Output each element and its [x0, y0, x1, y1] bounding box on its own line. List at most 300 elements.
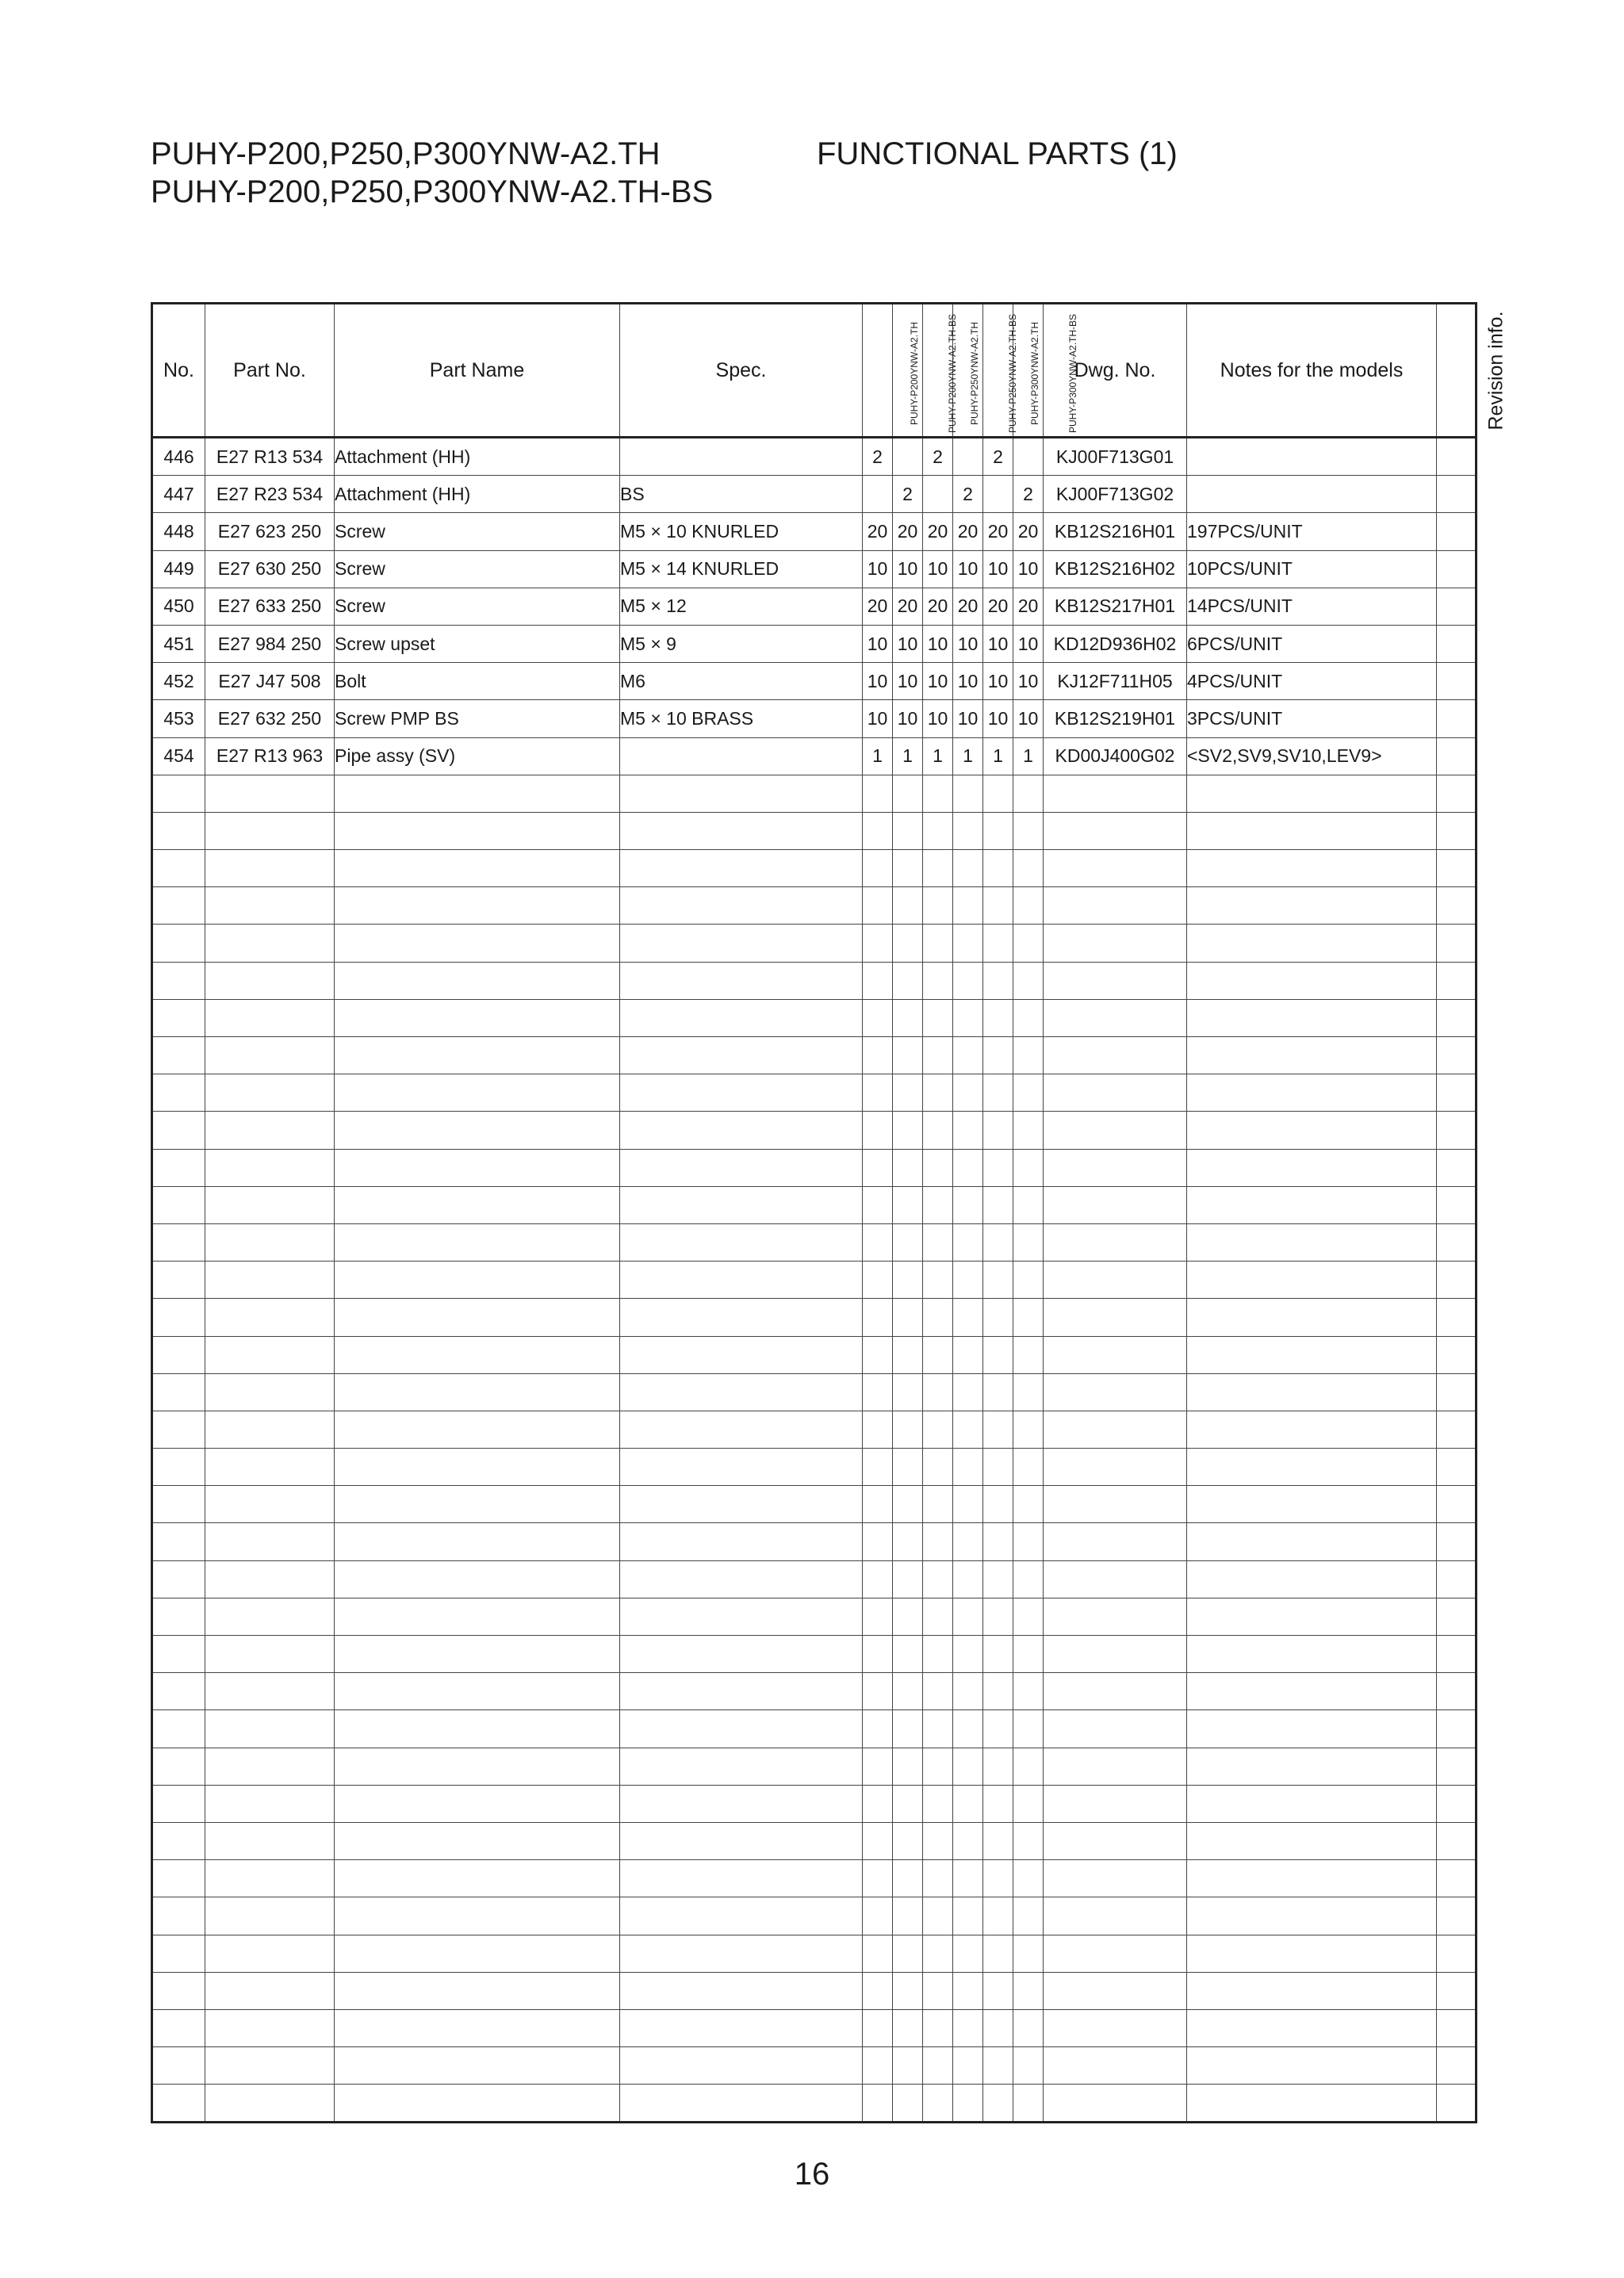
row-part-no	[205, 1074, 335, 1112]
row-part-no	[205, 1673, 335, 1710]
row-qty-model-4	[953, 1822, 983, 1859]
row-qty-model-2	[893, 2085, 923, 2123]
row-revision	[1437, 1373, 1477, 1411]
row-spec: BS	[620, 476, 863, 513]
row-spec	[620, 1486, 863, 1523]
row-notes	[1187, 1336, 1437, 1373]
row-notes	[1187, 1523, 1437, 1560]
row-qty-model-3	[923, 1449, 953, 1486]
row-notes: 6PCS/UNIT	[1187, 625, 1437, 662]
header-no: No.	[152, 304, 205, 438]
row-dwg-no: KB12S216H01	[1044, 513, 1187, 550]
row-qty-model-1	[863, 1560, 893, 1598]
row-qty-model-4	[953, 1186, 983, 1223]
table-row	[152, 476, 1477, 513]
row-qty-model-3	[923, 1935, 953, 1972]
empty-table-row	[152, 1636, 1477, 1673]
row-spec	[620, 1972, 863, 2009]
row-revision	[1437, 999, 1477, 1036]
empty-table-row	[152, 2085, 1477, 2123]
row-revision	[1437, 1560, 1477, 1598]
row-dwg-no: KB12S216H02	[1044, 550, 1187, 588]
row-qty-model-1	[863, 1785, 893, 1822]
row-qty-model-1	[863, 476, 893, 513]
row-qty-model-3	[923, 1785, 953, 1822]
row-qty-model-2	[893, 775, 923, 812]
row-qty-model-5: 10	[983, 625, 1013, 662]
row-dwg-no	[1044, 2009, 1187, 2046]
empty-table-row	[152, 1373, 1477, 1411]
row-notes	[1187, 1748, 1437, 1785]
row-revision	[1437, 1935, 1477, 1972]
row-no	[152, 1897, 205, 1935]
table-row	[152, 625, 1477, 662]
row-notes	[1187, 1785, 1437, 1822]
row-qty-model-3	[923, 476, 953, 513]
empty-table-row	[152, 812, 1477, 849]
header-part-no: Part No.	[205, 304, 335, 438]
row-notes	[1187, 999, 1437, 1036]
row-no	[152, 1710, 205, 1748]
row-no	[152, 1822, 205, 1859]
row-part-no	[205, 1186, 335, 1223]
row-qty-model-2	[893, 850, 923, 887]
model-title-line2: PUHY-P200,P250,P300YNW-A2.TH-BS	[151, 174, 714, 209]
row-qty-model-5	[983, 1336, 1013, 1373]
row-qty-model-6: 1	[1013, 737, 1044, 775]
row-qty-model-4	[953, 2047, 983, 2085]
row-qty-model-2	[893, 2009, 923, 2046]
row-no	[152, 1336, 205, 1373]
row-notes	[1187, 1186, 1437, 1223]
row-notes	[1187, 1411, 1437, 1448]
empty-table-row	[152, 1074, 1477, 1112]
row-part-name	[335, 1935, 620, 1972]
row-dwg-no: KB12S219H01	[1044, 700, 1187, 737]
row-revision	[1437, 1411, 1477, 1448]
row-qty-model-6	[1013, 1299, 1044, 1336]
row-qty-model-5	[983, 1636, 1013, 1673]
row-notes	[1187, 1935, 1437, 1972]
row-part-no	[205, 887, 335, 925]
row-spec	[620, 812, 863, 849]
row-revision	[1437, 2009, 1477, 2046]
row-spec	[620, 1223, 863, 1261]
row-part-name	[335, 1037, 620, 1074]
row-part-no	[205, 2009, 335, 2046]
row-qty-model-6	[1013, 1785, 1044, 1822]
row-qty-model-3	[923, 1486, 953, 1523]
row-qty-model-1	[863, 1112, 893, 1149]
empty-table-row	[152, 850, 1477, 887]
row-qty-model-5	[983, 1449, 1013, 1486]
row-notes	[1187, 962, 1437, 999]
row-spec	[620, 737, 863, 775]
row-part-name	[335, 1074, 620, 1112]
row-part-name	[335, 1262, 620, 1299]
row-part-no	[205, 1822, 335, 1859]
row-qty-model-3	[923, 850, 953, 887]
row-dwg-no	[1044, 1785, 1187, 1822]
row-spec	[620, 887, 863, 925]
row-qty-model-6	[1013, 1935, 1044, 1972]
row-part-no: E27 984 250	[205, 625, 335, 662]
row-qty-model-3	[923, 1149, 953, 1186]
row-spec	[620, 1336, 863, 1373]
row-notes	[1187, 1373, 1437, 1411]
row-qty-model-4: 1	[953, 737, 983, 775]
row-spec	[620, 1860, 863, 1897]
row-qty-model-4	[953, 775, 983, 812]
row-revision	[1437, 925, 1477, 962]
row-spec	[620, 775, 863, 812]
row-dwg-no: KJ00F713G02	[1044, 476, 1187, 513]
empty-table-row	[152, 1897, 1477, 1935]
row-notes	[1187, 1299, 1437, 1336]
row-qty-model-5	[983, 887, 1013, 925]
row-qty-model-3: 10	[923, 550, 953, 588]
row-part-no	[205, 812, 335, 849]
row-qty-model-2	[893, 1710, 923, 1748]
row-revision	[1437, 1262, 1477, 1299]
row-spec	[620, 1897, 863, 1935]
row-qty-model-2	[893, 1860, 923, 1897]
row-dwg-no	[1044, 1598, 1187, 1635]
row-qty-model-3	[923, 1972, 953, 2009]
row-qty-model-2	[893, 1673, 923, 1710]
row-part-name	[335, 1411, 620, 1448]
row-qty-model-5	[983, 999, 1013, 1036]
row-part-no	[205, 1636, 335, 1673]
row-qty-model-1	[863, 1299, 893, 1336]
row-dwg-no	[1044, 999, 1187, 1036]
row-part-no	[205, 1523, 335, 1560]
row-part-no	[205, 1336, 335, 1373]
row-revision	[1437, 1186, 1477, 1223]
row-revision	[1437, 1673, 1477, 1710]
row-no	[152, 1149, 205, 1186]
empty-table-row	[152, 1223, 1477, 1261]
row-dwg-no	[1044, 1860, 1187, 1897]
row-qty-model-1	[863, 1673, 893, 1710]
row-qty-model-1	[863, 2047, 893, 2085]
row-qty-model-4	[953, 1074, 983, 1112]
row-no	[152, 850, 205, 887]
row-qty-model-2	[893, 1411, 923, 1448]
row-qty-model-5	[983, 1710, 1013, 1748]
row-qty-model-4: 20	[953, 513, 983, 550]
row-qty-model-4	[953, 1710, 983, 1748]
row-qty-model-1	[863, 1860, 893, 1897]
row-dwg-no	[1044, 1373, 1187, 1411]
row-part-name: Screw upset	[335, 625, 620, 662]
row-qty-model-1	[863, 999, 893, 1036]
row-spec	[620, 2009, 863, 2046]
row-qty-model-5	[983, 1037, 1013, 1074]
row-qty-model-4	[953, 1748, 983, 1785]
row-part-no	[205, 1897, 335, 1935]
row-qty-model-3: 20	[923, 513, 953, 550]
row-part-name: Pipe assy (SV)	[335, 737, 620, 775]
header-part-name: Part Name	[335, 304, 620, 438]
row-spec: M5 × 10 KNURLED	[620, 513, 863, 550]
row-dwg-no	[1044, 1636, 1187, 1673]
row-part-name	[335, 775, 620, 812]
row-qty-model-4	[953, 1112, 983, 1149]
table-row	[152, 663, 1477, 700]
row-qty-model-2: 10	[893, 700, 923, 737]
row-revision	[1437, 1486, 1477, 1523]
row-qty-model-4	[953, 1972, 983, 2009]
row-part-name: Screw	[335, 550, 620, 588]
row-qty-model-2: 1	[893, 737, 923, 775]
row-part-name: Screw	[335, 513, 620, 550]
row-spec	[620, 1149, 863, 1186]
row-qty-model-3	[923, 1822, 953, 1859]
row-part-no	[205, 1560, 335, 1598]
row-spec: M5 × 12	[620, 588, 863, 625]
row-qty-model-1	[863, 812, 893, 849]
empty-table-row	[152, 1411, 1477, 1448]
row-qty-model-2	[893, 1822, 923, 1859]
row-qty-model-2	[893, 1785, 923, 1822]
row-part-name: Bolt	[335, 663, 620, 700]
header-spec: Spec.	[620, 304, 863, 438]
row-notes: 14PCS/UNIT	[1187, 588, 1437, 625]
row-no: 450	[152, 588, 205, 625]
row-qty-model-5	[983, 1486, 1013, 1523]
row-qty-model-6	[1013, 1262, 1044, 1299]
row-part-no	[205, 1223, 335, 1261]
row-spec	[620, 1373, 863, 1411]
row-qty-model-2	[893, 1897, 923, 1935]
row-qty-model-4	[953, 925, 983, 962]
row-dwg-no	[1044, 962, 1187, 999]
row-qty-model-3	[923, 1037, 953, 1074]
row-qty-model-5: 20	[983, 513, 1013, 550]
row-qty-model-6	[1013, 999, 1044, 1036]
row-qty-model-1	[863, 1074, 893, 1112]
row-spec	[620, 1262, 863, 1299]
row-notes	[1187, 925, 1437, 962]
row-revision	[1437, 476, 1477, 513]
row-no	[152, 887, 205, 925]
row-qty-model-6	[1013, 812, 1044, 849]
empty-table-row	[152, 2047, 1477, 2085]
row-qty-model-4: 10	[953, 663, 983, 700]
row-part-name	[335, 1748, 620, 1785]
row-part-no	[205, 925, 335, 962]
row-spec	[620, 1710, 863, 1748]
row-part-no	[205, 1935, 335, 1972]
row-qty-model-2	[893, 962, 923, 999]
empty-table-row	[152, 1822, 1477, 1859]
row-notes	[1187, 2085, 1437, 2123]
row-qty-model-4: 10	[953, 625, 983, 662]
row-qty-model-4	[953, 1673, 983, 1710]
row-qty-model-6	[1013, 1822, 1044, 1859]
empty-table-row	[152, 775, 1477, 812]
row-dwg-no	[1044, 925, 1187, 962]
row-qty-model-5	[983, 1223, 1013, 1261]
row-spec	[620, 1673, 863, 1710]
row-qty-model-6	[1013, 1112, 1044, 1149]
row-qty-model-6	[1013, 962, 1044, 999]
row-part-no	[205, 1710, 335, 1748]
row-part-name	[335, 999, 620, 1036]
row-qty-model-4	[953, 999, 983, 1036]
row-no	[152, 1262, 205, 1299]
row-part-no: E27 R13 534	[205, 438, 335, 476]
row-qty-model-5	[983, 1074, 1013, 1112]
empty-table-row	[152, 962, 1477, 999]
row-part-no	[205, 962, 335, 999]
header-model-3: PUHY-P250YNW-A2.TH	[923, 304, 953, 438]
row-qty-model-3	[923, 925, 953, 962]
row-qty-model-6	[1013, 887, 1044, 925]
row-qty-model-2	[893, 999, 923, 1036]
row-dwg-no	[1044, 1822, 1187, 1859]
row-qty-model-3	[923, 887, 953, 925]
row-qty-model-4	[953, 1037, 983, 1074]
row-part-name	[335, 887, 620, 925]
header-notes: Notes for the models	[1187, 304, 1437, 438]
row-qty-model-2: 10	[893, 663, 923, 700]
row-qty-model-2	[893, 1972, 923, 2009]
row-spec	[620, 1411, 863, 1448]
row-dwg-no: KD00J400G02	[1044, 737, 1187, 775]
row-qty-model-5: 2	[983, 438, 1013, 476]
row-part-name: Attachment (HH)	[335, 438, 620, 476]
row-qty-model-5	[983, 850, 1013, 887]
empty-table-row	[152, 1112, 1477, 1149]
row-revision	[1437, 1449, 1477, 1486]
row-qty-model-3: 20	[923, 588, 953, 625]
row-notes	[1187, 887, 1437, 925]
row-qty-model-6	[1013, 2085, 1044, 2123]
row-qty-model-2: 2	[893, 476, 923, 513]
row-spec	[620, 999, 863, 1036]
row-qty-model-6	[1013, 2047, 1044, 2085]
row-no	[152, 1186, 205, 1223]
row-part-name	[335, 1336, 620, 1373]
row-qty-model-1: 10	[863, 700, 893, 737]
row-qty-model-6	[1013, 1373, 1044, 1411]
row-spec	[620, 850, 863, 887]
row-qty-model-4	[953, 1897, 983, 1935]
row-part-name	[335, 1486, 620, 1523]
row-notes	[1187, 1223, 1437, 1261]
row-qty-model-6	[1013, 1149, 1044, 1186]
row-qty-model-6: 2	[1013, 476, 1044, 513]
row-revision	[1437, 550, 1477, 588]
row-notes	[1187, 1636, 1437, 1673]
empty-table-row	[152, 999, 1477, 1036]
row-qty-model-5: 10	[983, 700, 1013, 737]
row-qty-model-4	[953, 1636, 983, 1673]
row-qty-model-3	[923, 1710, 953, 1748]
row-qty-model-5	[983, 1673, 1013, 1710]
row-qty-model-2: 10	[893, 625, 923, 662]
row-qty-model-3	[923, 1299, 953, 1336]
row-qty-model-6	[1013, 1710, 1044, 1748]
row-notes	[1187, 1822, 1437, 1859]
row-no: 454	[152, 737, 205, 775]
row-qty-model-1	[863, 1149, 893, 1186]
table-header-row	[152, 304, 1477, 438]
row-no	[152, 1560, 205, 1598]
row-qty-model-3	[923, 2047, 953, 2085]
row-spec	[620, 1112, 863, 1149]
table-row	[152, 700, 1477, 737]
row-qty-model-4: 20	[953, 588, 983, 625]
row-qty-model-6	[1013, 438, 1044, 476]
row-qty-model-1	[863, 1523, 893, 1560]
page-number: 16	[794, 2157, 830, 2192]
row-qty-model-3	[923, 812, 953, 849]
row-qty-model-1	[863, 2085, 893, 2123]
row-qty-model-2	[893, 1112, 923, 1149]
row-qty-model-2	[893, 2047, 923, 2085]
row-part-no	[205, 1037, 335, 1074]
row-revision	[1437, 1897, 1477, 1935]
row-part-no	[205, 1972, 335, 2009]
row-qty-model-2	[893, 887, 923, 925]
row-qty-model-2	[893, 1935, 923, 1972]
row-qty-model-5: 10	[983, 550, 1013, 588]
row-qty-model-2	[893, 1449, 923, 1486]
row-qty-model-4	[953, 1486, 983, 1523]
row-qty-model-2	[893, 1074, 923, 1112]
empty-table-row	[152, 1748, 1477, 1785]
row-part-name	[335, 1149, 620, 1186]
row-qty-model-3	[923, 1186, 953, 1223]
row-qty-model-4	[953, 962, 983, 999]
row-part-no: E27 632 250	[205, 700, 335, 737]
row-qty-model-5	[983, 1785, 1013, 1822]
row-qty-model-1	[863, 1336, 893, 1373]
row-qty-model-3	[923, 1636, 953, 1673]
row-spec	[620, 438, 863, 476]
row-qty-model-6	[1013, 1223, 1044, 1261]
row-qty-model-4	[953, 812, 983, 849]
row-part-name: Screw	[335, 588, 620, 625]
row-dwg-no	[1044, 1710, 1187, 1748]
row-dwg-no	[1044, 1262, 1187, 1299]
row-part-name	[335, 1860, 620, 1897]
header-model-4: PUHY-P250YNW-A2.TH-BS	[953, 304, 983, 438]
row-part-name	[335, 1299, 620, 1336]
row-no	[152, 1112, 205, 1149]
row-qty-model-1: 20	[863, 588, 893, 625]
row-spec	[620, 2047, 863, 2085]
row-qty-model-4	[953, 1411, 983, 1448]
row-part-no	[205, 1411, 335, 1448]
row-no	[152, 1299, 205, 1336]
row-notes	[1187, 1598, 1437, 1635]
row-qty-model-5	[983, 1560, 1013, 1598]
empty-table-row	[152, 1336, 1477, 1373]
row-notes	[1187, 1149, 1437, 1186]
row-revision	[1437, 1785, 1477, 1822]
empty-table-row	[152, 1860, 1477, 1897]
row-qty-model-4: 10	[953, 550, 983, 588]
row-spec	[620, 1636, 863, 1673]
header-model-6: PUHY-P300YNW-A2.TH-BS	[1013, 304, 1044, 438]
row-spec	[620, 1523, 863, 1560]
row-qty-model-5	[983, 2085, 1013, 2123]
row-qty-model-2	[893, 1149, 923, 1186]
